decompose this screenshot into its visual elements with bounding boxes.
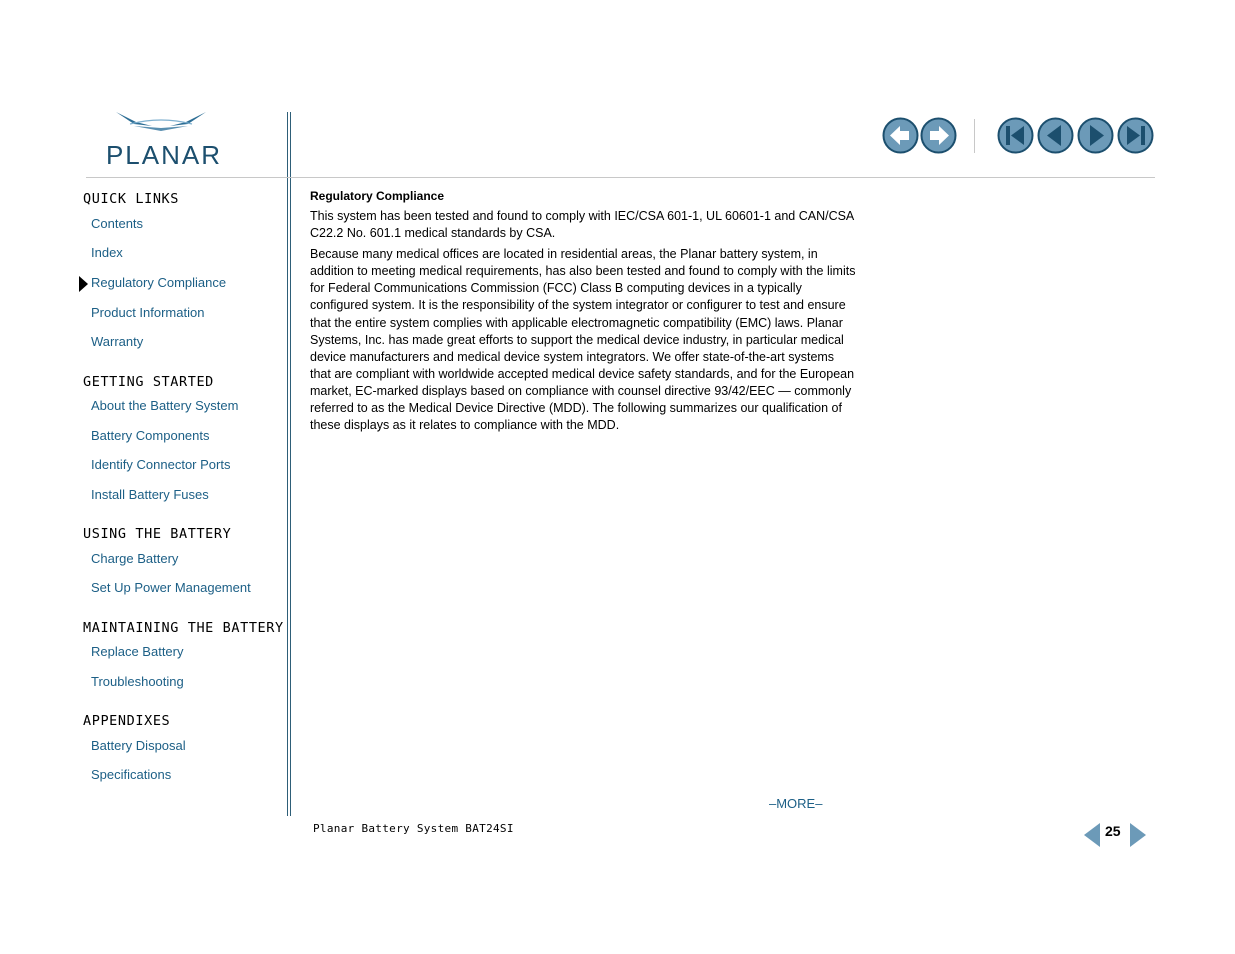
sidebar-link-about-battery-system[interactable]: About the Battery System [91, 398, 239, 413]
skip-to-end-icon [1117, 117, 1154, 154]
body-paragraph: Because many medical offices are located in residential areas, the Planar battery system, in addition to meeting medical requirements, has also been tested and found to comply with the limits for Federal Communications Commission (FCC) Class B computing devices in a typically configured system. It is the responsibility of the system integrator or configurer to test and ensure that the entire system complies with applicable electromagnetic compatibility (EMC) laws. Planar Systems, Inc. has made great efforts to support the medical device industry, in particular medical device manufacturers and medical device system integrators. We offer state-of-the-art systems that are compliant with worldwide accepted medical device safety standards, and for the European market, EC-marked displays based on compliance with counsel directive 93/42/EEC — commonly referred to as the Medical Device Directive (MDD). The following summarizes our qualification of these displays as it relates to compliance with the MDD. [310, 247, 856, 433]
sidebar-link-identify-connector-ports[interactable]: Identify Connector Ports [91, 457, 231, 472]
page-heading: Regulatory Compliance [310, 189, 445, 203]
next-page-button[interactable] [1077, 117, 1113, 153]
sidebar-link-index[interactable]: Index [91, 245, 123, 260]
section-title-maintaining-the-battery: MAINTAINING THE BATTERY [83, 620, 284, 636]
last-page-button[interactable] [1117, 117, 1153, 153]
current-page-marker-icon [79, 276, 88, 292]
section-title-getting-started: GETTING STARTED [83, 374, 214, 390]
sidebar-link-set-up-power-management[interactable]: Set Up Power Management [91, 580, 251, 595]
sidebar-link-battery-components[interactable]: Battery Components [91, 428, 210, 443]
arrow-right-circle-icon [920, 117, 957, 154]
sidebar-link-regulatory-compliance[interactable]: Regulatory Compliance [91, 275, 227, 290]
first-page-button[interactable] [997, 117, 1033, 153]
triangle-right-icon [1077, 117, 1114, 154]
sidebar-divider [287, 112, 288, 816]
main-content [310, 188, 858, 438]
arrow-left-circle-icon [882, 117, 919, 154]
forward-button[interactable] [920, 117, 956, 153]
back-button[interactable] [882, 117, 918, 153]
sidebar-link-install-battery-fuses[interactable]: Install Battery Fuses [91, 487, 209, 502]
sidebar-divider-inner [290, 112, 291, 816]
triangle-left-icon [1037, 117, 1074, 154]
sidebar-link-charge-battery[interactable]: Charge Battery [91, 551, 179, 566]
sidebar-link-contents[interactable]: Contents [91, 216, 144, 231]
skip-to-start-icon [997, 117, 1034, 154]
footer-doc-title: Planar Battery System BAT24SI [313, 822, 514, 835]
triangle-right-icon [1129, 822, 1147, 848]
sidebar-link-replace-battery[interactable]: Replace Battery [91, 644, 184, 659]
sidebar-link-troubleshooting[interactable]: Troubleshooting [91, 674, 184, 689]
more-link[interactable]: –MORE– [769, 796, 823, 811]
previous-page-button[interactable] [1037, 117, 1073, 153]
sidebar-link-battery-disposal[interactable]: Battery Disposal [91, 738, 186, 753]
page-number: 25 [1105, 823, 1121, 839]
planar-logo [86, 106, 242, 168]
sidebar-link-warranty[interactable]: Warranty [91, 334, 144, 349]
section-title-using-the-battery: USING THE BATTERY [83, 526, 232, 542]
footer-next-page-button[interactable] [1129, 822, 1147, 848]
body-paragraph: This system has been tested and found to comply with IEC/CSA 601-1, UL 60601-1 and CAN/CSA C22.2 No. 601.1 medical standards by CSA. [310, 209, 854, 241]
logo-wordmark: PLANAR [105, 140, 223, 168]
sidebar-link-specifications[interactable]: Specifications [91, 767, 172, 782]
triangle-left-icon [1083, 822, 1101, 848]
section-title-appendixes: APPENDIXES [83, 713, 171, 729]
nav-separator [974, 119, 975, 153]
sidebar-link-product-information[interactable]: Product Information [91, 305, 205, 320]
footer-previous-page-button[interactable] [1083, 822, 1101, 848]
header-rule [86, 177, 1155, 178]
section-title-quick-links: QUICK LINKS [83, 191, 180, 207]
